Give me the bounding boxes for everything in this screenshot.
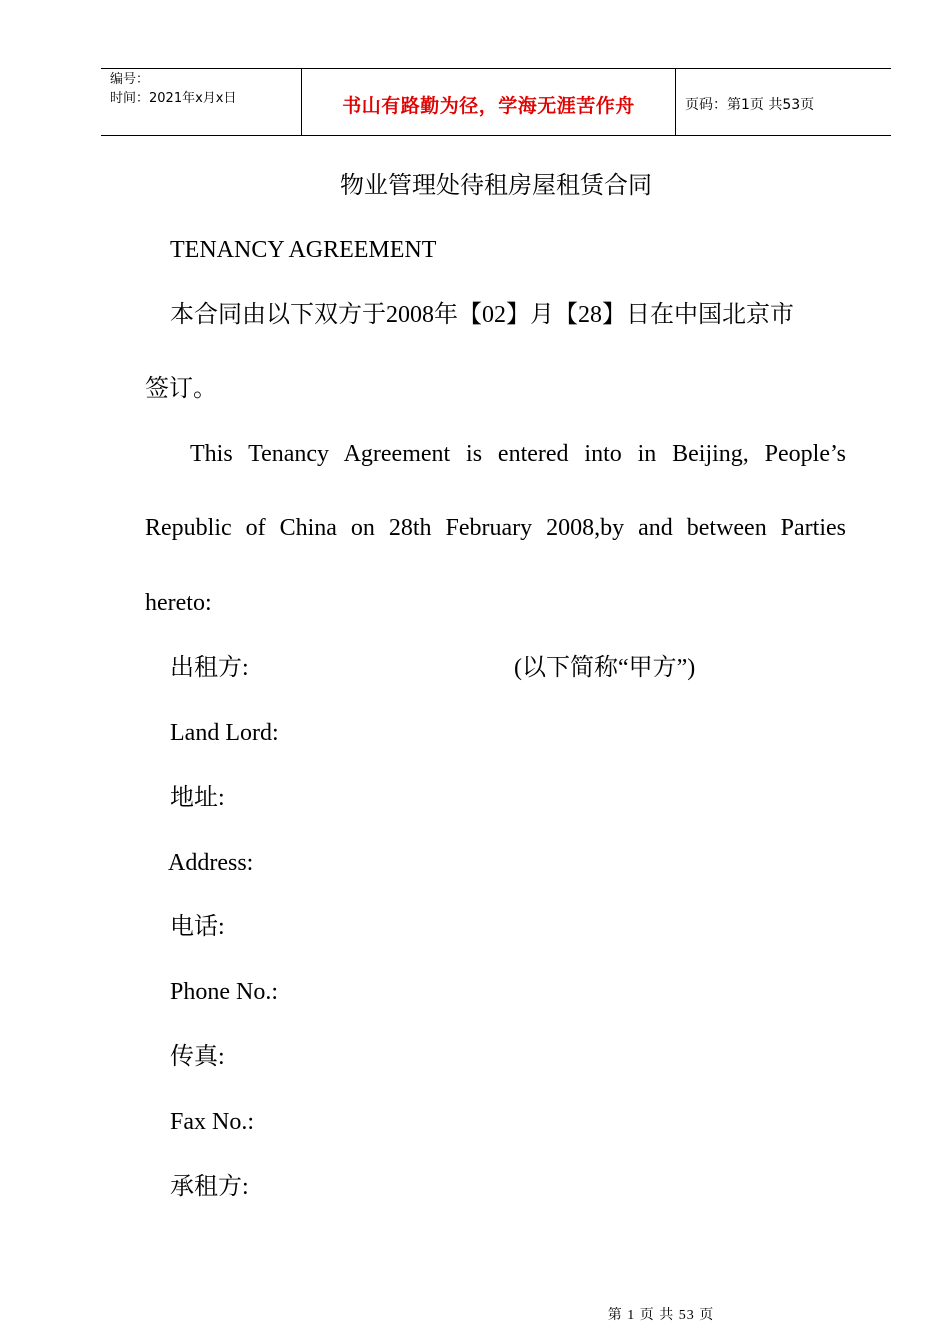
lessor-note: (以下简称“甲方”) [514, 655, 696, 681]
lessor-label-en: Land Lord: [170, 720, 279, 746]
lessee-label-cn: 承租方: [170, 1174, 249, 1200]
intro-cn-line-2: 签订。 [145, 376, 217, 402]
header-meta-cell [101, 69, 302, 135]
document-title: 物业管理处待租房屋租赁合同 [340, 173, 652, 199]
document-number-label: 编号： [110, 72, 150, 87]
document-time-label: 时间：2021年x月x日 [110, 91, 237, 106]
intro-en-line-3: hereto: [145, 590, 212, 616]
header-page-info: 页码：第1页 共53页 [685, 97, 815, 113]
header-motto: 书山有路勤为径，学海无涯苦作舟 [342, 95, 635, 117]
intro-en-line-1: This Tenancy Agreement is entered into in Beijing, People’s [190, 441, 846, 467]
fax-label-cn: 传真: [170, 1044, 225, 1070]
address-label-en: Address: [168, 850, 254, 876]
phone-label-en: Phone No.: [170, 979, 278, 1005]
header-motto-cell [302, 69, 676, 135]
page-footer: 第 1 页 共 53 页 [607, 1308, 715, 1323]
page-header [101, 68, 891, 136]
fax-label-en: Fax No.: [170, 1109, 254, 1135]
lessor-label-cn: 出租方: [170, 655, 249, 681]
intro-en-line-2: Republic of China on 28th February 2008,by and between Parties [145, 515, 846, 541]
header-page-cell [676, 69, 891, 135]
intro-cn-line-1: 本合同由以下双方于2008年【02】月【28】日在中国北京市 [170, 302, 794, 328]
document-title-en: TENANCY AGREEMENT [170, 237, 437, 263]
phone-label-cn: 电话: [170, 914, 225, 940]
address-label-cn: 地址: [170, 785, 225, 811]
